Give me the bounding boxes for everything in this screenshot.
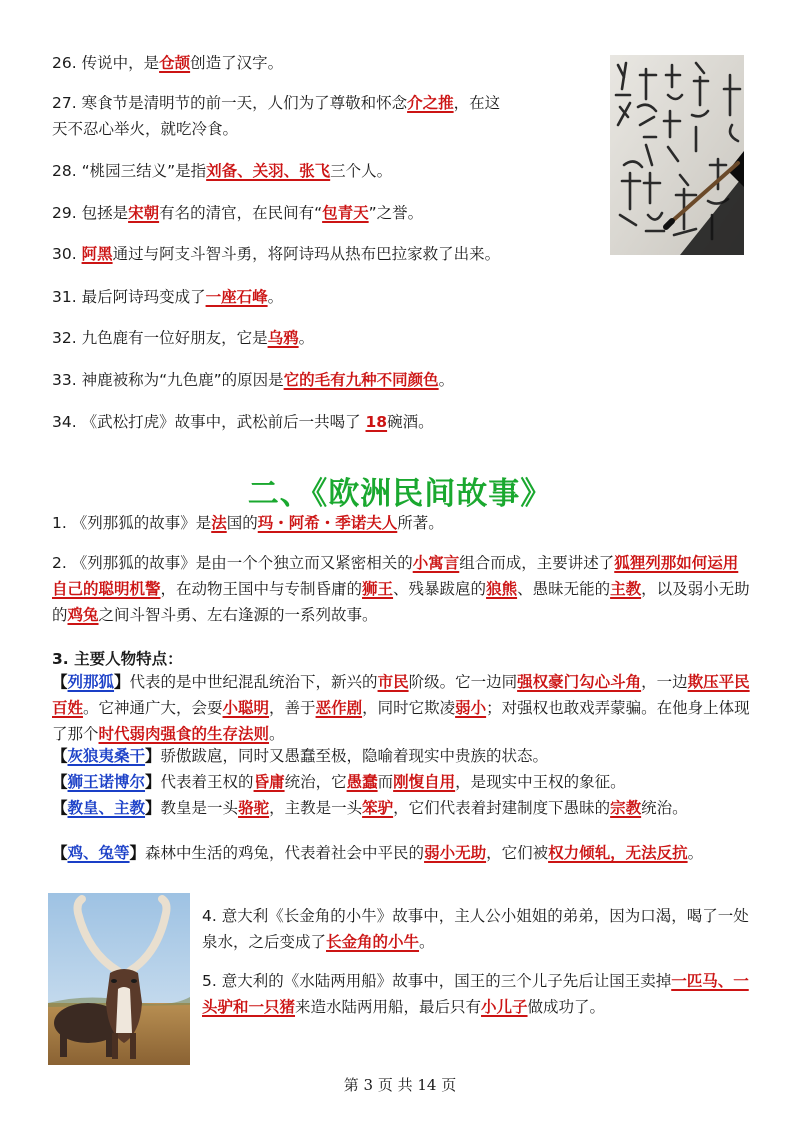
question-33: 33. 神鹿被称为“九色鹿”的原因是它的毛有九种不同颜色。 <box>52 371 455 389</box>
answer-29a: 宋朝 <box>128 204 160 222</box>
character-lion: 【狮王诺博尔】代表着王权的昏庸统治，它愚蠢而刚愎自用，是现实中王权的象征。 <box>52 773 626 791</box>
c1-answer-b: 强权豪门勾心斗角 <box>517 673 642 691</box>
eu-question-5: 5. 意大利的《水陆两用船》故事中，国王的三个儿子先后让国王卖掉一匹马、一头驴和一只猪来造水陆两用船，最后只有小儿子做成功了。 <box>202 972 749 1016</box>
question-30: 30. 阿黑通过与阿支斗智斗勇，将阿诗玛从热布巴拉家救了出来。 <box>52 245 501 263</box>
c4-answer-b: 笨驴 <box>362 799 394 817</box>
eu-answer-5b: 小儿子 <box>481 998 528 1016</box>
calligraphy-image <box>610 55 744 255</box>
question-31: 31. 最后阿诗玛变成了一座石峰。 <box>52 288 284 306</box>
eu-answer-2f: 鸡兔 <box>67 606 99 624</box>
character-pope-bishop: 【教皇、主教】教皇是一头骆驼，主教是一头笨驴，它们代表着封建制度下愚昧的宗教统治。 <box>52 799 688 817</box>
eu-answer-2c: 狮王 <box>362 580 394 598</box>
c3-answer-b: 愚蠢 <box>346 773 378 791</box>
c1-answer-e: 恶作剧 <box>315 699 363 717</box>
page-footer: 第 3 页 共 14 页 <box>343 1076 457 1094</box>
c3-answer-a: 昏庸 <box>253 773 285 791</box>
question-32: 32. 九色鹿有一位好朋友，它是乌鸦。 <box>52 329 315 347</box>
character-name: 鸡、兔等 <box>67 844 130 862</box>
answer-30: 阿黑 <box>81 245 113 263</box>
calligraphy-photo-icon <box>610 55 744 255</box>
eu-answer-2e: 主教 <box>610 580 642 598</box>
eu-question-4: 4. 意大利《长金角的小牛》故事中，主人公小姐姐的弟弟，因为口渴，喝了一处泉水，之后变成了长金角的小牛。 <box>202 907 749 951</box>
eu-answer-2a: 小寓言 <box>412 554 460 572</box>
character-wolf: 【灰狼夷桑干】骄傲跋扈，同时又愚蠢至极，隐喻着现实中贵族的状态。 <box>52 747 549 765</box>
character-name: 灰狼夷桑干 <box>67 747 146 765</box>
eu-question-2: 2. 《列那狐的故事》是由一个个独立而又紧密相关的小寓言组合而成，主要讲述了狐狸列那如何运用自己的聪明机警，在动物王国中与专制昏庸的狮王、残暴跋扈的狼熊、愚昧无能的主教，以及弱小无助的鸡兔之间斗智斗勇、左右逢源的一系列故事。 <box>52 554 750 624</box>
answer-29b: 包青天 <box>322 204 369 222</box>
answer-27: 介之推 <box>407 94 454 112</box>
character-reynard: 【列那狐】代表的是中世纪混乱统治下，新兴的市民阶级。它一边同强权豪门勾心斗角，一边欺压平民百姓。它神通广大，会耍小聪明，善于恶作剧，同时它欺凌弱小；对强权也敢戏弄蒙骗。在他身上体现了那个时代弱肉强食的生存法则。 <box>52 673 750 743</box>
c1-answer-g: 时代弱肉强食的生存法则 <box>98 725 270 743</box>
eu-answer-4: 长金角的小牛 <box>326 933 420 951</box>
answer-34: 18 <box>365 413 388 431</box>
eu-answer-5a: 一匹马、一头驴和一只猪 <box>202 972 749 1016</box>
question-26: 26. 传说中，是仓颉创造了汉字。 <box>52 54 284 72</box>
character-chicken-rabbit: 【鸡、兔等】森林中生活的鸡兔，代表着社会中平民的弱小无助，它们被权力倾轧，无法反抗。 <box>52 844 704 862</box>
longhorn-cattle-icon <box>48 893 190 1065</box>
c4-answer-c: 宗教 <box>610 799 642 817</box>
eu-question-3-heading: 3. 主要人物特点： <box>52 650 183 668</box>
eu-answer-1a: 法 <box>211 514 227 532</box>
question-34: 34. 《武松打虎》故事中，武松前后一共喝了 18碗酒。 <box>52 413 434 431</box>
character-name: 教皇、主教 <box>67 799 146 817</box>
character-name: 狮王诺博尔 <box>67 773 146 791</box>
eu-answer-1b: 玛・阿希・季诺夫人 <box>257 514 398 532</box>
question-29: 29. 包拯是宋朝有名的清官，在民间有“包青天”之誉。 <box>52 204 424 222</box>
c1-answer-d: 小聪明 <box>222 699 270 717</box>
c1-answer-f: 弱小 <box>455 699 487 717</box>
character-name: 列那狐 <box>67 673 115 691</box>
c4-answer-a: 骆驼 <box>238 799 270 817</box>
eu-question-1: 1. 《列那狐的故事》是法国的玛・阿希・季诺夫人所著。 <box>52 514 444 532</box>
c1-answer-c: 欺压平民百姓 <box>52 673 750 717</box>
c1-answer-a: 市民 <box>377 673 409 691</box>
question-28: 28. “桃园三结义”是指刘备、关羽、张飞三个人。 <box>52 162 393 180</box>
question-27-line-1: 27. 寒食节是清明节的前一天，人们为了尊敬和怀念介之推，在这 <box>52 94 501 112</box>
eu-answer-2b: 狐狸列那如何运用自己的聪明机警 <box>52 554 739 598</box>
c5-answer-b: 权力倾轧，无法反抗 <box>548 844 688 862</box>
answer-32: 乌鸦 <box>267 329 299 347</box>
answer-31: 一座石峰 <box>205 288 268 306</box>
section-title: 二、《欧洲民间故事》 <box>247 476 553 512</box>
eu-answer-2d: 狼熊 <box>486 580 518 598</box>
c5-answer-a: 弱小无助 <box>424 844 487 862</box>
answer-33: 它的毛有九种不同颜色 <box>283 371 439 389</box>
answer-26: 仓颉 <box>159 54 191 72</box>
cattle-image <box>48 893 190 1065</box>
question-27-line-2: 天不忍心举火，就吃冷食。 <box>52 120 239 138</box>
answer-28: 刘备、关羽、张飞 <box>206 162 331 180</box>
c3-answer-c: 刚愎自用 <box>393 773 456 791</box>
